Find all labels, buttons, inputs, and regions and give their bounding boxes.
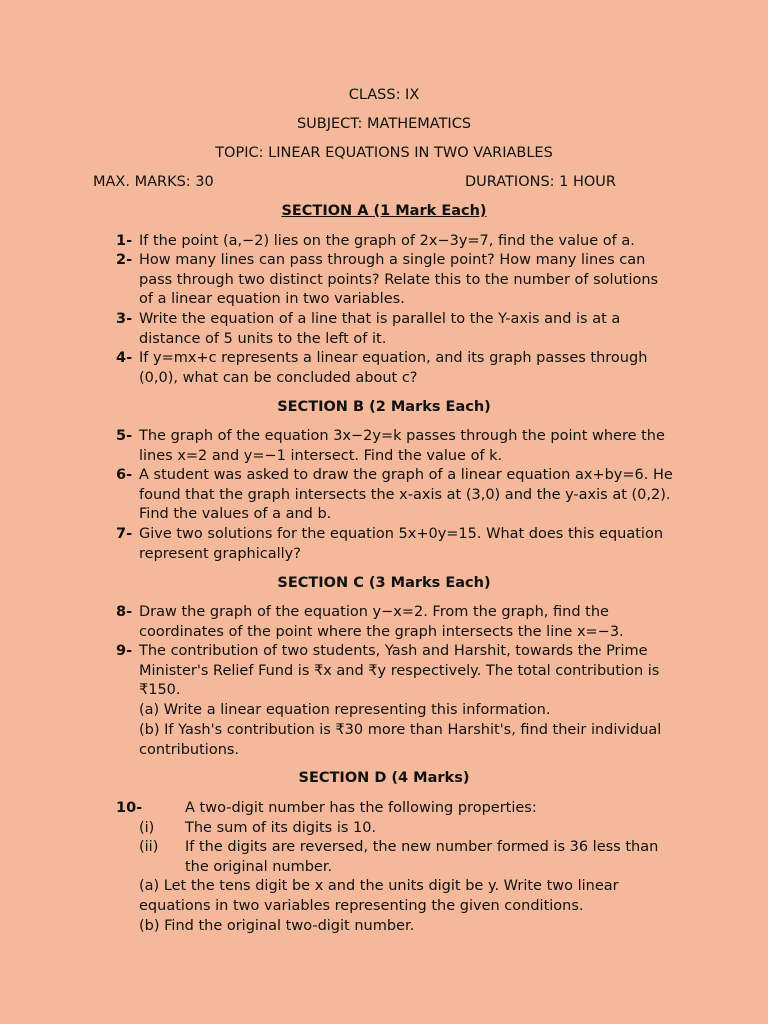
class-heading: CLASS: IX bbox=[348, 87, 420, 103]
question-7 bbox=[116, 525, 676, 564]
question-10-item-ii-text: If the digits are reversed, the new number formed is 36 less than the original number. bbox=[185, 839, 659, 875]
question-9-part-a: (a) Write a linear equation representing this information. bbox=[139, 702, 551, 718]
question-number: 9- bbox=[116, 643, 133, 659]
question-9 bbox=[116, 642, 676, 701]
question-9-part-b: (b) If Yash's contribution is ₹30 more than Harshit's, find their individual contributions. bbox=[139, 722, 662, 758]
question-number: 3- bbox=[116, 311, 133, 327]
question-10-item-ii-label: (ii) bbox=[139, 839, 159, 855]
question-number: 7- bbox=[116, 526, 133, 542]
question-number: 4- bbox=[116, 350, 133, 366]
question-text: A two-digit number has the following properties: bbox=[185, 800, 537, 816]
question-10-item-i-text: The sum of its digits is 10. bbox=[185, 820, 377, 836]
question-2 bbox=[116, 251, 676, 310]
question-text: A student was asked to draw the graph of a linear equation ax+by=6. He found that the graph intersects the x-axis at (3,0) and the y-axis at (0,2). Find the values of a and b. bbox=[139, 467, 673, 523]
question-text: If the point (a,−2) lies on the graph of 2x−3y=7, find the value of a. bbox=[139, 233, 635, 249]
question-number: 8- bbox=[116, 604, 133, 620]
question-10-part-b: (b) Find the original two-digit number. bbox=[139, 918, 415, 934]
question-6 bbox=[116, 466, 676, 525]
question-3 bbox=[116, 310, 676, 349]
question-4 bbox=[116, 349, 676, 388]
max-marks: MAX. MARKS: 30 bbox=[93, 174, 214, 190]
question-10-item-i-label: (i) bbox=[139, 820, 155, 836]
question-number: 5- bbox=[116, 428, 133, 444]
question-8 bbox=[116, 603, 676, 642]
question-text: How many lines can pass through a single point? How many lines can pass through two distinct points? Relate this to the number of solutions of a linear equation in two variables. bbox=[139, 252, 659, 308]
duration: DURATIONS: 1 HOUR bbox=[465, 174, 616, 190]
question-10 bbox=[116, 799, 676, 819]
question-text: Draw the graph of the equation y−x=2. From the graph, find the coordinates of the point where the graph intersects the line x=−3. bbox=[139, 604, 624, 640]
section-c-heading: SECTION C (3 Marks Each) bbox=[277, 575, 491, 591]
question-number: 2- bbox=[116, 252, 133, 268]
question-5 bbox=[116, 427, 676, 466]
question-10-part-a: (a) Let the tens digit be x and the units digit be y. Write two linear equations in two variables representing the given conditions. bbox=[139, 878, 619, 914]
question-text: Give two solutions for the equation 5x+0y=15. What does this equation represent graphically? bbox=[139, 526, 664, 562]
question-text: The graph of the equation 3x−2y=k passes through the point where the lines x=2 and y=−1 intersect. Find the value of k. bbox=[139, 428, 665, 464]
topic-heading: TOPIC: LINEAR EQUATIONS IN TWO VARIABLES bbox=[215, 145, 553, 161]
question-text: Write the equation of a line that is parallel to the Y-axis and is at a distance of 5 units to the left of it. bbox=[139, 311, 621, 347]
question-number: 6- bbox=[116, 467, 133, 483]
section-a-heading: SECTION A (1 Mark Each) bbox=[281, 203, 487, 219]
question-text: If y=mx+c represents a linear equation, and its graph passes through (0,0), what can be concluded about c? bbox=[139, 350, 648, 386]
question-text: The contribution of two students, Yash and Harshit, towards the Prime Minister's Relief Fund is ₹x and ₹y respectively. The total contribution is ₹150. bbox=[139, 643, 660, 699]
subject-heading: SUBJECT: MATHEMATICS bbox=[296, 116, 472, 132]
section-b-heading: SECTION B (2 Marks Each) bbox=[277, 399, 491, 415]
question-1 bbox=[116, 232, 676, 252]
question-number: 10- bbox=[116, 800, 143, 816]
question-number: 1- bbox=[116, 233, 133, 249]
section-d-heading: SECTION D (4 Marks) bbox=[298, 770, 470, 786]
